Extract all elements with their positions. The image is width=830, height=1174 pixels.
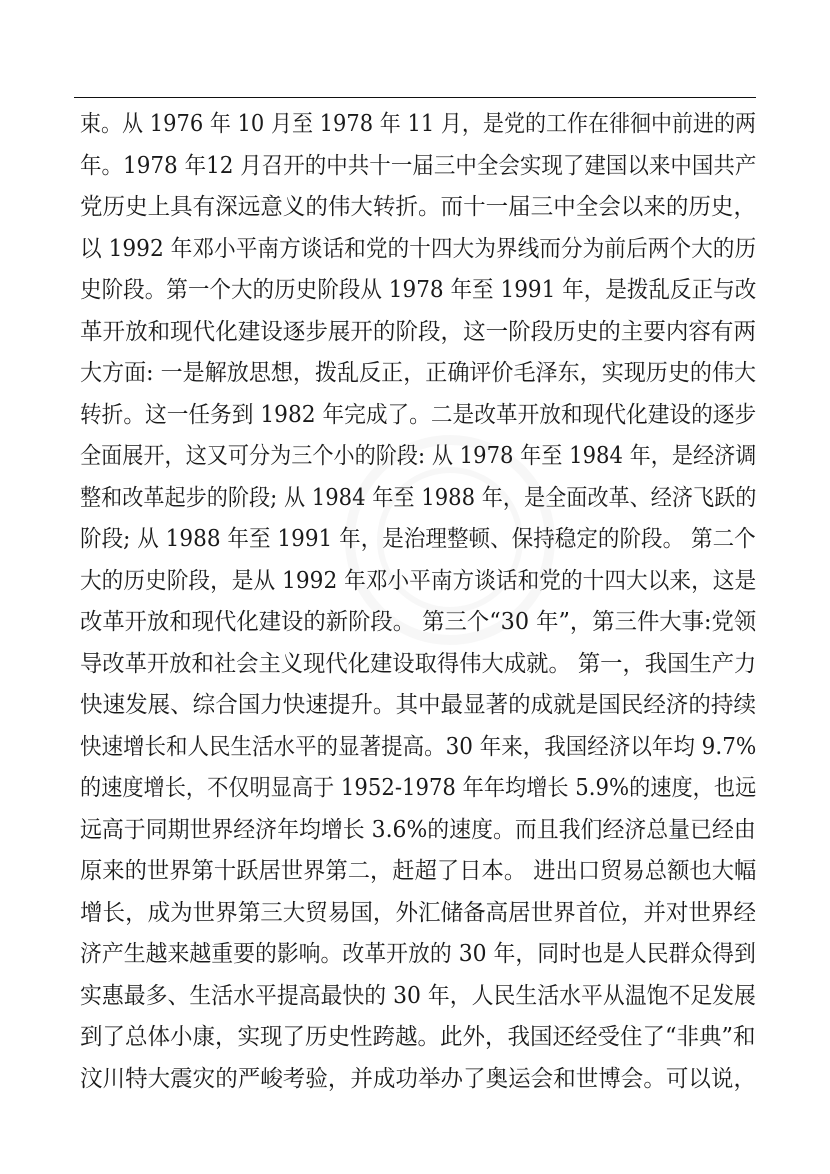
text-line: 济产生越来越重要的影响。改革开放的 30 年，同时也是人民群众得到 — [80, 941, 756, 967]
text-line: 快速发展、综合国力快速提升。其中最显著的成就是国民经济的持续 — [80, 692, 756, 718]
text-line: 年。1978 年12 月召开的中共十一届三中全会实现了建国以来中国共产 — [80, 152, 757, 179]
text-line: 快速增长和人民生活水平的显著提高。30 年来，我国经济以年均 9.7% — [80, 733, 757, 760]
text-line: 党历史上具有深远意义的伟大转折。而十一届三中全会以来的历史， — [80, 194, 756, 220]
text-line: 汶川特大震灾的严峻考验，并成功举办了奥运会和世博会。可以说， — [80, 1065, 756, 1092]
text-line: 史阶段。第一个大的历史阶段从 1978 年至 1991 年，是拨乱反正与改 — [80, 277, 757, 303]
text-line: 大的历史阶段，是从 1992 年邓小平南方谈话和党的十四大以来，这是 — [80, 567, 757, 594]
text-line: 全面展开，这又可分为三个小的阶段: 从 1978 年至 1984 年，是经济调 — [80, 443, 757, 469]
text-line: 改革开放和现代化建设的新阶段。 第三个“30 年”，第三件大事:党领 — [80, 609, 757, 635]
text-line: 实惠最多、生活水平提高最快的 30 年，人民生活水平从温饱不足发展 — [80, 982, 756, 1009]
text-line: 到了总体小康，实现了历史性跨越。此外，我国还经受住了“非典”和 — [80, 1024, 756, 1050]
text-line: 增长，成为世界第三大贸易国，外汇储备高居世界首位，并对世界经 — [80, 899, 756, 926]
text-line: 的速度增长，不仅明显高于 1952-1978 年年均增长 5.9%的速度，也远 — [80, 775, 757, 801]
text-line: 束。从 1976 年 10 月至 1978 年 11 月，是党的工作在徘徊中前进的两 — [80, 111, 757, 137]
header-rule — [74, 97, 756, 98]
text-line: 革开放和现代化建设逐步展开的阶段，这一阶段历史的主要内容有两 — [80, 318, 756, 345]
text-line: 远高于同期世界经济年均增长 3.6%的速度。而且我们经济总量已经由 — [80, 816, 756, 843]
text-line: 以 1992 年邓小平南方谈话和党的十四大为界线而分为前后两个大的历 — [80, 235, 757, 262]
text-line: 整和改革起步的阶段; 从 1984 年至 1988 年，是全面改革、经济飞跃的 — [80, 484, 757, 511]
text-line: 转折。这一任务到 1982 年完成了。二是改革开放和现代化建设的逐步 — [80, 401, 757, 428]
text-line: 原来的世界第十跃居世界第二，赶超了日本。 进出口贸易总额也大幅 — [80, 858, 757, 884]
text-line: 大方面: 一是解放思想，拨乱反正，正确评价毛泽东，实现历史的伟大 — [80, 360, 757, 386]
body-text — [80, 104, 764, 1100]
text-line: 阶段; 从 1988 年至 1991 年，是治理整顿、保持稳定的阶段。 第二个 — [80, 526, 756, 552]
text-line: 导改革开放和社会主义现代化建设取得伟大成就。 第一，我国生产力 — [80, 650, 757, 677]
